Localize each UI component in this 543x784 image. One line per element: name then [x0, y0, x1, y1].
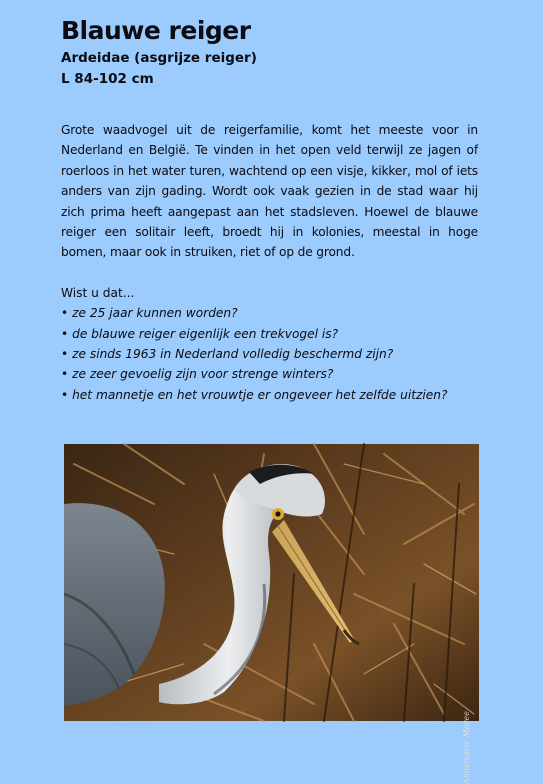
heron-illustration	[64, 444, 479, 721]
species-card	[61, 14, 478, 405]
heron-photo	[64, 444, 479, 784]
photographer-watermark: Annemarie Moree	[462, 711, 471, 784]
list-item	[61, 364, 478, 384]
fact-text: ze sinds 1963 in Nederland volledig beschermd zijn?	[72, 347, 394, 362]
list-item	[61, 303, 478, 323]
facts-list	[61, 303, 478, 405]
list-item	[61, 385, 478, 405]
fact-text: ze 25 jaar kunnen worden?	[72, 306, 238, 321]
list-item	[61, 324, 478, 344]
facts-intro: Wist u dat...	[61, 285, 135, 300]
facts-section	[61, 283, 478, 405]
fact-text: de blauwe reiger eigenlijk een trekvogel is?	[72, 326, 339, 341]
fact-text: ze zeer gevoelig zijn voor strenge winters?	[72, 367, 334, 382]
list-item	[61, 344, 478, 364]
fact-text: het mannetje en het vrouwtje er ongeveer het zelfde uitzien?	[72, 387, 448, 402]
page-title: Blauwe reiger	[61, 16, 251, 45]
family-subtitle: Ardeidae (asgrijze reiger)	[61, 50, 257, 66]
description-paragraph: Grote waadvogel uit de reigerfamilie, komt het meeste voor in Nederland en België. Te vinden in het open veld terwijl ze jagen of roerloos in het water turen, wachtend op een visje, kikker, mol of iets anders van zijn gading. Wordt ook vaak gezien in de stad waar hij zich prima heeft aangepast aan het stadsleven. Hoewel de blauwe reiger een solitair leeft, broedt hij in kolonies, meestal in hoge bomen, maar ook in struiken, riet of op de grond.	[61, 123, 478, 260]
length-label: L 84-102 cm	[61, 71, 154, 87]
